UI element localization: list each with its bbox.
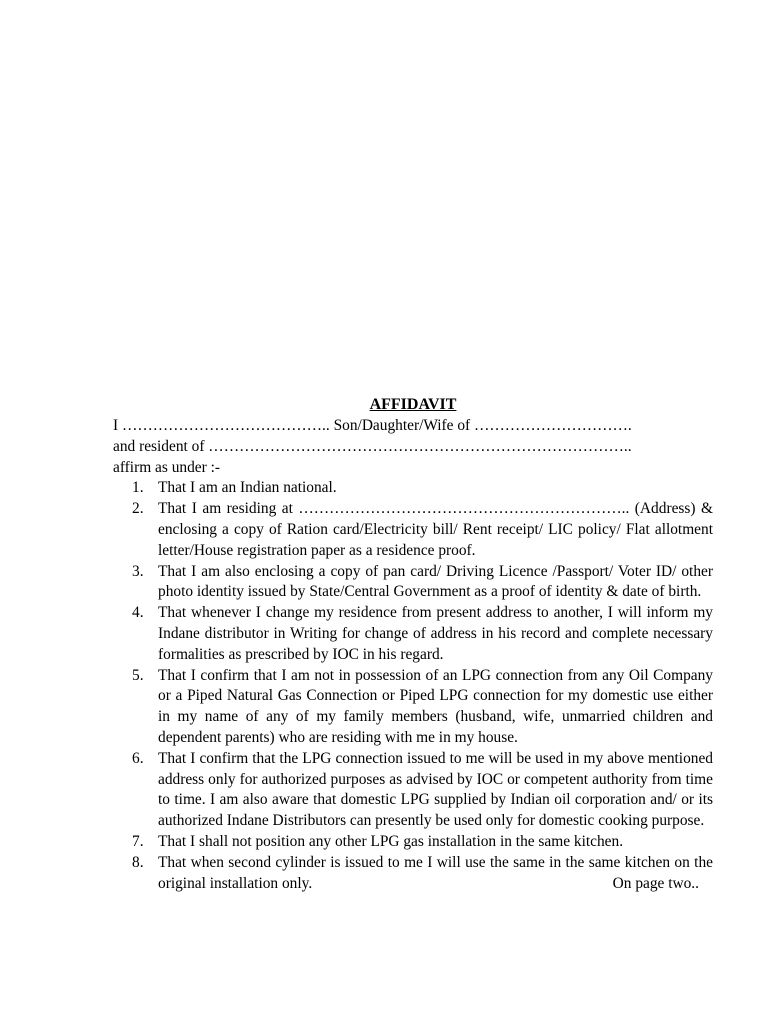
clause-text: That I confirm that I am not in possession of an LPG connection from any Oil Company or a Piped Natural Gas Connection or Piped LPG connection for my domestic use either in my name of any of my family members (husband, wife, unmarried children and dependent parents) who are residing with me in my house. bbox=[158, 666, 713, 746]
continuation-note: On page two.. bbox=[612, 874, 699, 892]
clause-number: 7. bbox=[132, 832, 144, 850]
clause-item bbox=[113, 478, 713, 499]
clause-number: 5. bbox=[132, 666, 144, 684]
clause-text: That I am also enclosing a copy of pan card/ Driving Licence /Passport/ Voter ID/ other photo identity issued by State/Central Government as a proof of identity & date of birth. bbox=[158, 562, 713, 601]
clause-number: 4. bbox=[132, 604, 144, 622]
intro-line-affirm: affirm as under :- bbox=[113, 458, 220, 476]
clause-number: 3. bbox=[132, 562, 144, 580]
clause-list bbox=[113, 478, 713, 894]
clause-number: 1. bbox=[132, 479, 144, 497]
clause-item bbox=[113, 562, 713, 604]
clause-text: That when second cylinder is issued to me I will use the same in the same kitchen on the original installation only. bbox=[158, 853, 713, 892]
affidavit-document bbox=[113, 394, 713, 894]
clause-text: That I am an Indian national. bbox=[158, 479, 337, 497]
clause-item bbox=[113, 853, 713, 895]
intro-line-residence: and resident of ……………………………………………………………………….. bbox=[113, 437, 632, 455]
clause-text: That I am residing at ……………………………………………………….. (Address) & enclosing a copy of Ration card/Electricity bill/ Rent receipt/ LIC policy/ Flat allotment letter/House registration paper as a residence proof. bbox=[158, 500, 713, 559]
clause-number: 2. bbox=[132, 500, 144, 518]
document-title: AFFIDAVIT bbox=[369, 396, 457, 413]
clause-item bbox=[113, 499, 713, 561]
clause-item bbox=[113, 749, 713, 832]
intro-line-name: I ………………………………….. Son/Daughter/Wife of …………………………. bbox=[113, 417, 632, 434]
clause-number: 6. bbox=[132, 749, 144, 767]
clause-item bbox=[113, 603, 713, 665]
clause-item bbox=[113, 666, 713, 749]
clause-text: That I confirm that the LPG connection issued to me will be used in my above mentioned address only for authorized purposes as advised by IOC or competent authority from time to time. I am also aware that domestic LPG supplied by Indian oil corporation and/ or its authorized Indane Distributors can presently be used only for domestic cooking purpose. bbox=[158, 749, 713, 830]
clause-item bbox=[113, 832, 713, 853]
clause-text: That I shall not position any other LPG gas installation in the same kitchen. bbox=[158, 832, 624, 850]
clause-number: 8. bbox=[132, 853, 144, 871]
clause-text: That whenever I change my residence from present address to another, I will inform my Indane distributor in Writing for change of address in his record and complete necessary formalities as prescribed by IOC in his regard. bbox=[158, 604, 713, 663]
